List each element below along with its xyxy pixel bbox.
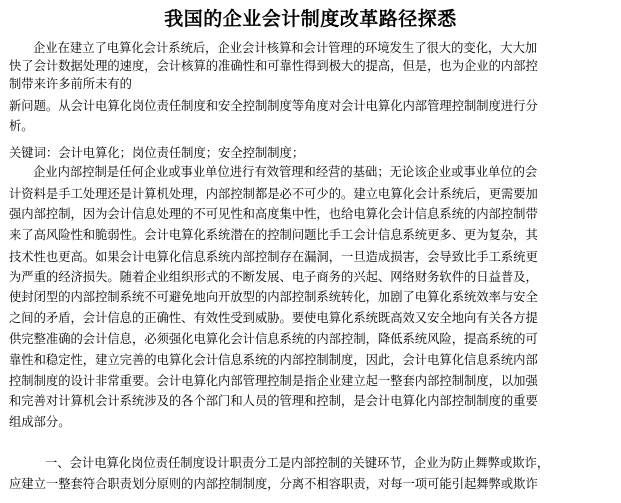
body-line-10: 靠性和稳定性，建立完善的电算化会计信息系统的内部控制制度，因此，会计电算化信息系统内部 (9, 353, 538, 367)
keywords-line: 关键词：会计电算化；岗位责任制度；安全控制制度； (9, 146, 305, 160)
body-line-2: 计资料是手工处理还是计算机处理，内部控制都是必不可少的。建立电算化会计系统后，更需要加 (9, 187, 538, 201)
body-line-3: 强内部控制，因为会计信息处理的不可见性和高度集中性，也给电算化会计信息系统的内部控制带 (9, 207, 538, 221)
body-line-8: 之间的矛盾，会计信息的正确性、有效性受到威胁。要使电算化系统既高效又安全地向有关各方提 (9, 311, 538, 325)
abstract-line-4: 新问题。从会计电算化岗位责任制度和安全控制制度等角度对会计电算化内部管理控制制度进行分 (9, 99, 538, 113)
body-line-13: 组成部分。 (9, 415, 71, 429)
body-line-11: 控制制度的设计非常重要。会计电算化内部管理控制是指企业建立起一整套内部控制制度，以加强 (9, 374, 538, 388)
section-line-1: 一、会计电算化岗位责任制度设计职责分工是内部控制的关键环节，企业为防止舞弊或欺诈， (45, 456, 550, 470)
abstract-line-5: 析。 (9, 119, 34, 133)
abstract-line-1: 企业在建立了电算化会计系统后，企业会计核算和会计管理的环境发生了很大的变化，大大加 (33, 41, 538, 55)
body-line-6: 为严重的经济损失。随着企业组织形式的不断发展、电子商务的兴起、网络财务软件的日益普及， (9, 270, 538, 284)
body-line-12: 和完善对计算机会计系统涉及的各个部门和人员的管理和控制，是会计电算化内部控制制度的重要 (9, 394, 538, 408)
document-title: 我国的企业会计制度改革路径探悉 (164, 8, 457, 30)
body-line-1: 企业内部控制是任何企业或事业单位进行有效管理和经营的基础；无论该企业或事业单位的会 (33, 165, 538, 179)
abstract-line-3: 制带来许多前所未有的 (9, 77, 132, 91)
section-line-2: 应建立一整套符合职责划分原则的内部控制制度，分离不相容职责，对每一项可能引起舞弊或欺诈 (9, 477, 538, 491)
body-line-4: 来了高风险性和脆弱性。会计电算化系统潜在的控制问题比手工会计信息系统更多、更为复杂，其 (9, 228, 538, 242)
abstract-line-2: 快了会计数据处理的速度，会计核算的准确性和可靠性得到极大的提高，但是，也为企业的内部控 (9, 59, 538, 73)
body-line-7: 使封闭型的内部控制系统不可避免地向开放型的内部控制系统转化，加剧了电算化系统效率与安全 (9, 290, 538, 304)
body-line-5: 技术性也更高。如果会计电算化信息系统内部控制存在漏洞，一旦造成损害，会导致比手工系统更 (9, 250, 538, 264)
body-line-9: 供完整准确的会计信息，必须强化电算化会计信息系统的内部控制，降低系统风险，提高系统的可 (9, 332, 538, 346)
